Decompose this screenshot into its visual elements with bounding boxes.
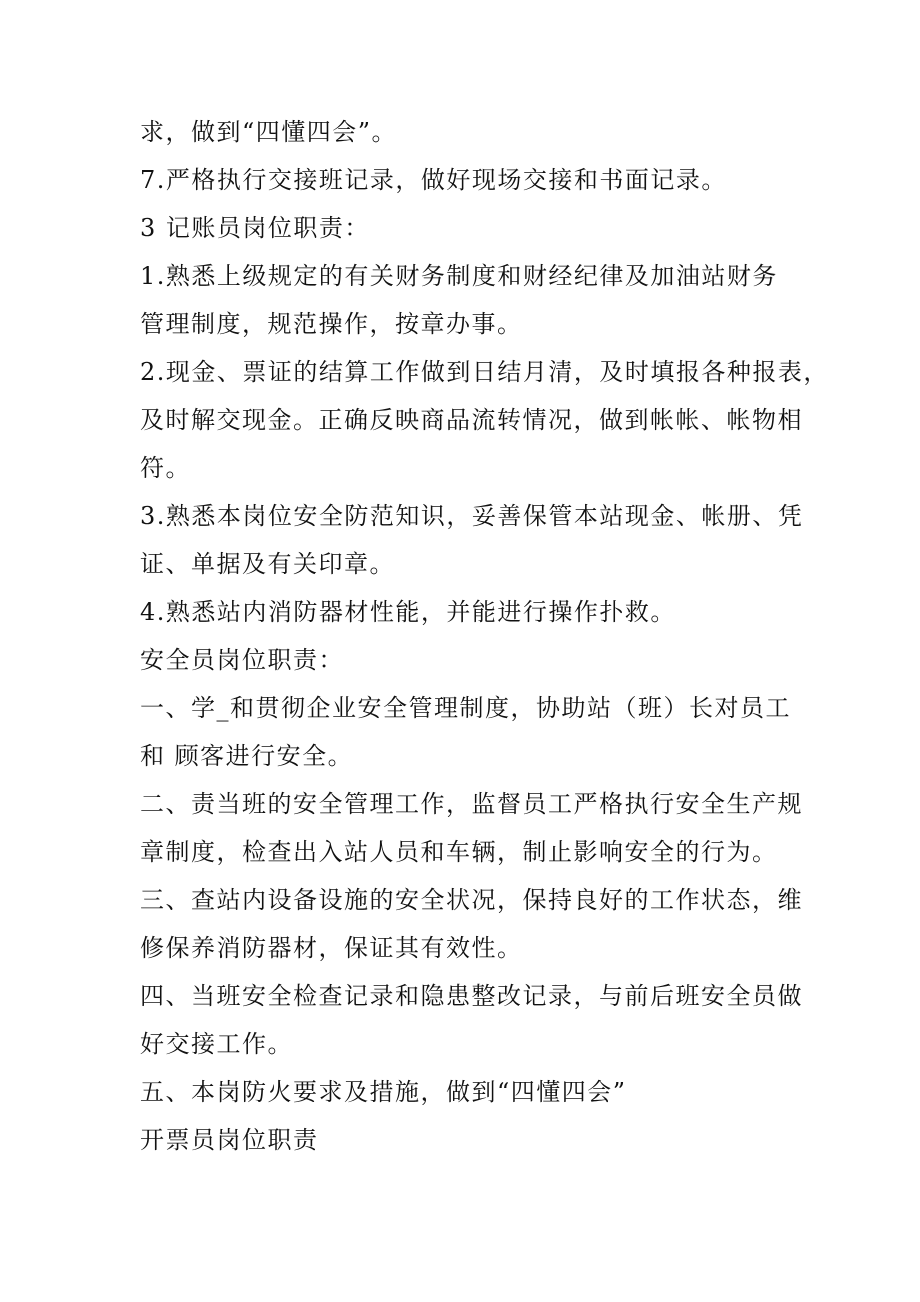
text-line: 五、本岗防火要求及措施，做到“四懂四会” xyxy=(140,1078,627,1106)
text-line: 一、学_和贯彻企业安全管理制度，协助站（班）长对员工 xyxy=(140,694,791,722)
text-line: 二、责当班的安全管理工作，监督员工严格执行安全生产规 xyxy=(140,790,803,818)
text-line: 3.熟悉本岗位安全防范知识，妥善保管本站现金、帐册、凭 xyxy=(140,502,804,530)
text-line: 管理制度，规范操作，按章办事。 xyxy=(140,310,523,338)
text-line: 1.熟悉上级规定的有关财务制度和财经纪律及加油站财务 xyxy=(140,262,778,290)
text-line: 三、查站内设备设施的安全状况，保持良好的工作状态，维 xyxy=(140,886,803,914)
text-line: 四、当班安全检查记录和隐患整改记录，与前后班安全员做 xyxy=(140,982,803,1010)
text-line: 及时解交现金。正确反映商品流转情况，做到帐帐、帐物相 xyxy=(140,406,803,434)
document-body xyxy=(140,108,829,1164)
text-line: 章制度，检查出入站人员和车辆，制止影响安全的行为。 xyxy=(140,838,778,866)
text-line: 和 顾客进行安全。 xyxy=(140,742,354,770)
section-heading: 开票员岗位职责 xyxy=(140,1126,319,1154)
text-line: 证、单据及有关印章。 xyxy=(140,550,395,578)
text-line: 好交接工作。 xyxy=(140,1030,293,1058)
text-line: 4.熟悉站内消防器材性能，并能进行操作扑救。 xyxy=(140,598,676,626)
text-line: 修保养消防器材，保证其有效性。 xyxy=(140,934,523,962)
text-line: 2.现金、票证的结算工作做到日结月清，及时填报各种报表， xyxy=(140,358,829,386)
text-line: 符。 xyxy=(140,454,191,482)
section-heading: 安全员岗位职责： xyxy=(140,646,344,674)
text-line: 7.严格执行交接班记录，做好现场交接和书面记录。 xyxy=(140,166,727,194)
text-line: 求，做到“四懂四会”。 xyxy=(140,118,398,146)
section-heading: 3 记账员岗位职责： xyxy=(140,214,370,242)
